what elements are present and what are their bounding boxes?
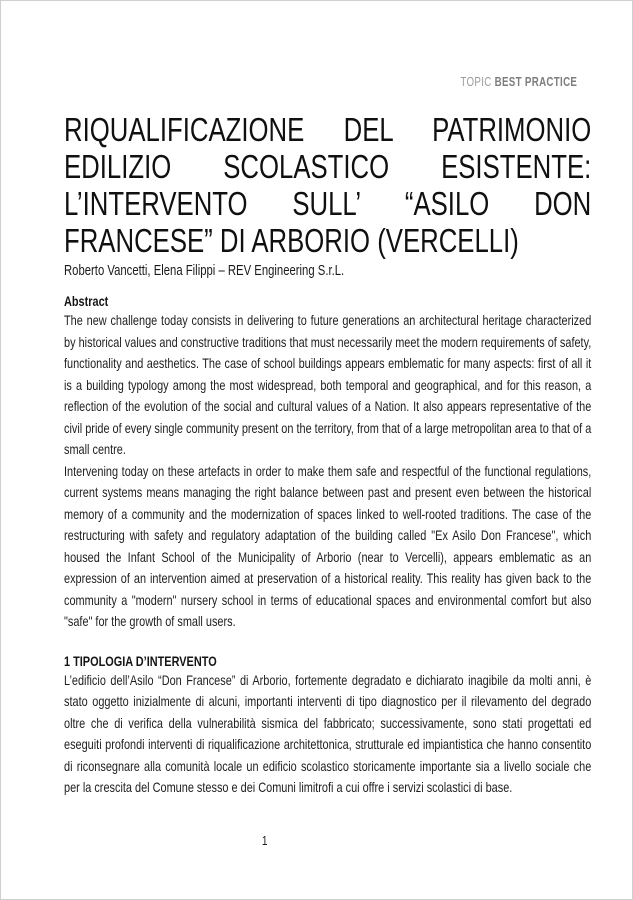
topic-label: TOPIC (460, 75, 492, 89)
title-line-4: FRANCESE” DI ARBORIO (VERCELLI) (64, 222, 519, 259)
topic-value: BEST PRACTICE (494, 75, 578, 89)
abstract-heading: Abstract (64, 293, 109, 309)
title-line-3: L’INTERVENTO SULL’ “ASILO DON (64, 185, 592, 222)
title-line-2: EDILIZIO SCOLASTICO ESISTENTE: (64, 148, 592, 185)
page-number: 1 (261, 833, 268, 848)
section-heading: 1 TIPOLOGIA D’INTERVENTO (64, 652, 217, 669)
article-title (64, 111, 591, 259)
authors-line: Roberto Vancetti, Elena Filippi – REV Engineering S.r.L. (64, 263, 345, 279)
title-line-1: RIQUALIFICAZIONE DEL PATRIMONIO (64, 111, 592, 148)
running-head (64, 75, 591, 90)
section-paragraph-1: L’edificio dell’Asilo “Don Francese” di Arborio, fortemente degradato e dichiarato inagibile da molti anni, è stato oggetto inizialmente di alcuni, importanti interventi di tipo diagnostico per il rilevamento del degrado oltre che di verifica della vulnerabilità sismica del fabbricato; successivamente, sono stati progettati ed eseguiti profondi interventi di riqualificazione architettonica, strutturale ed impiantistica che hanno consentito di riconsegnare alla comunità locale un edificio scolastico storicamente importante sia a livello sociale che per la crescita del Comune stesso e dei Comuni limitrofi a cui offre i servizi scolastici di base. (64, 671, 592, 795)
abstract-paragraph-2: Intervening today on these artefacts in order to make them safe and respectful of the functional regulations, current systems means managing the right balance between past and present even between the historical memory of a community and the modernization of spaces linked to well-rooted traditions. The case of the restructuring with safety and regulatory adaptation of the building called "Ex Asilo Don Francese", which housed the Infant School of the Municipality of Arborio (near to Vercelli), appears emblematic as an expression of an intervention aimed at preservation of a historical reality. This reality has given back to the community a "modern" nursery school in terms of educational spaces and environmental comfort but also "safe" for the growth of small users. (64, 462, 592, 629)
abstract-paragraph-1: The new challenge today consists in delivering to future generations an architectural heritage characterized by historical values and constructive traditions that must necessarily meet the modern requirements of safety, functionality and aesthetics. The case of school buildings appears emblematic for many aspects: first of all it is a building typology among the most widespread, both temporal and geographical, and for this reason, a reflection of the evolution of the social and cultural values of a Nation. It also appears representative of the civil pride of every single community present on the territory, from that of a large metropolitan area to that of a small centre. (64, 312, 592, 457)
page-content (64, 75, 591, 799)
